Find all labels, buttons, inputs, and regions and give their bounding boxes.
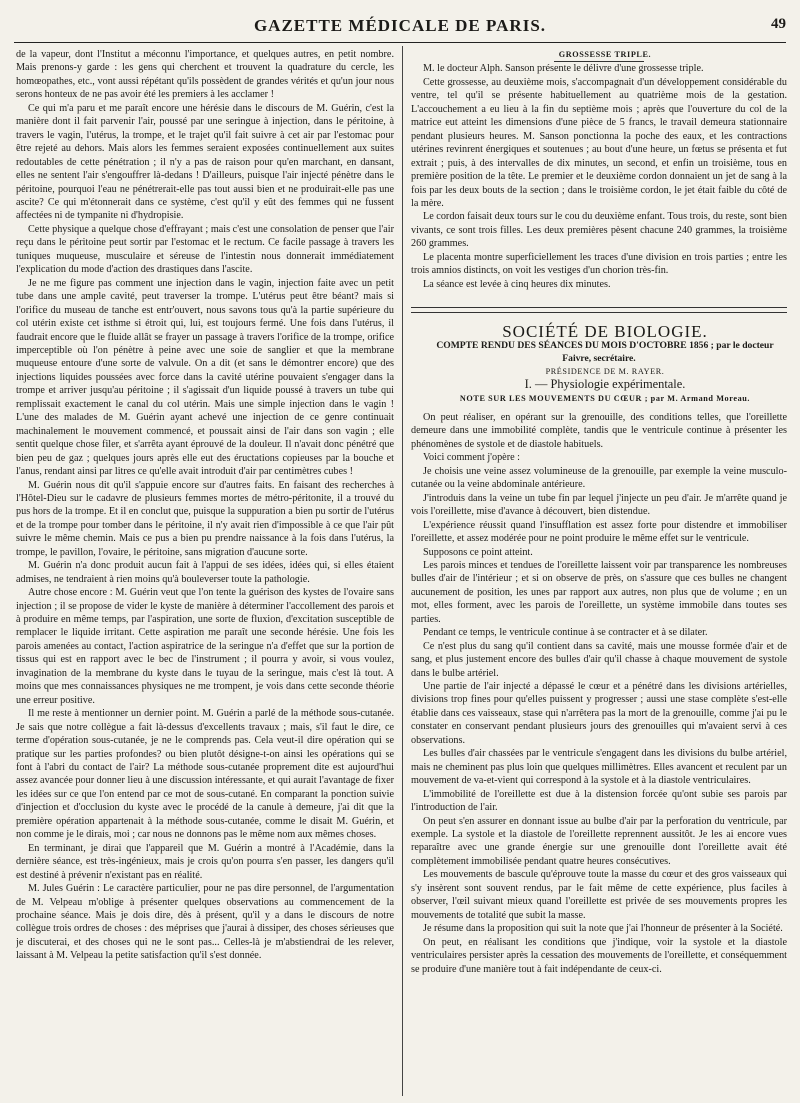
section-heading-grossesse: GROSSESSE TRIPLE. (558, 50, 652, 59)
paragraph: Voici comment j'opère : (423, 452, 520, 464)
paragraph: J'introduis dans la veine un tube fin par lequel j'injecte un peu d'air. Je m'arrête quand je vois l'oreillette, mise d'avance à découvert, bien distendue. (411, 492, 787, 518)
paragraph: Cette physique a quelque chose d'effrayant ; mais c'est une consolation de penser que l'air reçu dans le péritoine peut sortir par l'estomac et le rectum. Ce facile passage à travers les tuniques muqueuse, musculaire et séreuse de l'intestin nous donnerait immédiatement l'explication du mode d'action des drastiques dans l'ascite. (16, 223, 394, 276)
paragraph: M. le docteur Alph. Sanson présente le délivre d'une grossesse triple. (423, 63, 704, 75)
paragraph: Autre chose encore : M. Guérin veut que l'on tente la guérison des kystes de l'ovaire sans injection ; il se propose de vider le kyste de manière à déterminer l'accollement des parois et à produire en même temps, par l'aspiration, une sorte de fluxion, d'excitation susceptible de remplacer le liquide irritant. Cette aspiration me paraît une seconde hérésie. Une fois les parois amenées au contact, l'action aspiratrice de la seringue n'a d'effet que sur la portion de tissus qui est en rapport avec le bec de l'instrument ; il pourra y avoir, si vous voulez, invagination de la membrane du kyste dans le tuyau de la seringue, mais c'est là tout. A moins que mes connaissances physiques ne me trompent, je vois dans cette seconde théorie une erreur positive. (16, 587, 394, 706)
society-title: SOCIÉTÉ DE BIOLOGIE. (502, 322, 708, 342)
paragraph: M. Jules Guérin : Le caractère particulier, pour ne pas dire personnel, de l'argumentation de M. Velpeau m'oblige à présenter quelques observations au commencement de la prochaine séance. Mais je dois dire, dès à présent, qu'il y a dans le discours de notre collègue trois ordres de choses : des méprises que j'aurai à dissiper, des choses sérieuses que je discuterai, et des choses qui ne le sont pas... Celles-là je m'abstiendrai de les relever, laissant à M. Velpeau la petite satisfaction qu'il s'est donnée. (16, 883, 394, 962)
paragraph: Ce n'est plus du sang qu'il contient dans sa cavité, mais une mousse formée d'air et de sang, et plus justement encore des bulles d'air qu'il chasse à chaque mouvement de systole dans le bulbe artériel. (411, 640, 787, 679)
paragraph: Le cordon faisait deux tours sur le cou du deuxième enfant. Tous trois, du reste, sont bien vivants, ce sont trois filles. Les deux premières pèsent chacune 240 grammes, la troisième 260 grammes. (411, 211, 787, 250)
paragraph: Le placenta montre superficiellement les traces d'une division en trois parties ; entre les trois amnios distincts, on voit les vestiges d'un chorion très-fin. (411, 251, 787, 277)
paragraph: de la vapeur, dont l'Institut a méconnu l'importance, et quelques autres, en petit nombre. Mais prenons-y garde : les gens qui cherchent et trouvent la quadrature du cercle, les homœopathes, etc., vont aussi répétant qu'ils possèdent de grandes vérités et qu'un jour nous serons honteux de ne pas avoir été les premiers à les acclamer ! (16, 49, 394, 101)
note-heading: NOTE SUR LES MOUVEMENTS DU CŒUR ; par M. Armand Moreau. (459, 393, 751, 403)
paragraph: Je résume dans la proposition qui suit la note que j'ai l'honneur de présenter à la Société. (423, 923, 783, 935)
section-heading: I. — Physiologie expérimentale. (524, 377, 686, 392)
left-column (16, 48, 394, 1098)
paragraph: La séance est levée à cinq heures dix minutes. (423, 278, 611, 290)
paragraph: On peut, en réalisant les conditions que j'indique, voir la systole et la diastole ventriculaires persister après la cessation des mouvements de l'oreillette, et conséquemment se produire d'une manière tout à fait indépendante de ceux-ci. (411, 936, 787, 975)
paragraph: En terminant, je dirai que l'appareil que M. Guérin a montré à l'Académie, dans la dernière séance, est très-ingénieux, mais je crois qu'on pourra s'en passer, les dangers qu'il est destiné à prévenir n'existant pas en réalité. (16, 842, 394, 881)
paragraph: L'expérience réussit quand l'insufflation est assez forte pour distendre et immobiliser l'oreillette, et assez modérée pour ne point produire le même effet sur le ventricule. (411, 519, 787, 545)
paragraph: Cette grossesse, au deuxième mois, s'accompagnait d'un développement considérable du ventre, tel qu'il se présente habituellement au quatrième mois de la gestation. L'accouchement a eu lieu à la fin du septième mois ; après que l'ouverture du col de la matrice eut atteint les dimensions d'une pièce de 5 francs, le travail demeura stationnaire pendant plusieurs heures. M. Sanson ponctionna la poche des eaux, et les contractions utérines revinrent énergiques et soutenues ; au bout d'une heure, un fœtus se présenta et fut extrait ; puis, à des intervalles de dix minutes, un second, et enfin un troisième, tous en première position de la tête. Le premier et le deuxième cordon donnaient un jet de sang à la fois par les deux bouts de la section ; dans le troisième cordon, le jet était faible du côté de la mère. (411, 76, 787, 209)
paragraph: Je choisis une veine assez volumineuse de la grenouille, par exemple la veine musculo-cutanée ou la veine abdominale antérieure. (411, 465, 787, 491)
paragraph: Les bulles d'air chassées par le ventricule s'engagent dans les divisions du bulbe artériel, mais ne cheminent pas plus loin que quelques millimètres. Elles avancent et reculent par un mouvement de va-et-vient qui correspond à la systole et à la diastole ventriculaires. (411, 748, 787, 787)
section-separator (411, 307, 787, 313)
paragraph: Supposons ce point atteint. (423, 546, 533, 558)
journal-title: GAZETTE MÉDICALE DE PARIS. (253, 16, 547, 35)
paragraph: M. Guérin nous dit qu'il s'appuie encore sur d'autres faits. En faisant des recherches à l'Hôtel-Dieu sur le cadavre de plusieurs femmes mortes de métro-péritonite, il a trouvé du pus hors de la trompe. Et il en conclut que, puisque la suppuration a bien pu sortir de l'utérus et de la trompe pour tomber dans le péritoine, il n'y avait rien d'impossible à ce que l'air pût suivre le même chemin. Mais ce pus a bien pu prendre naissance à la fois dans l'utérus, la trompe, le pavillon, l'ovaire, le péritoine, sans migration d'aucune sorte. (16, 479, 394, 558)
paragraph: Les mouvements de bascule qu'éprouve toute la masse du cœur et des gros vaisseaux qui s'y insèrent sont souvent rendus, par le fait même de cette expérience, plus faciles à observer, l'œil suivant mieux quand l'oreillette est privée de ses mouvements propres les mouvements de totalité que subit la masse. (411, 869, 787, 921)
paragraph: M. Guérin n'a donc produit aucun fait à l'appui de ses idées, idées qui, si elles étaient admises, ne tendraient à rien moins qu'à bouleverser toute la pathologie. (16, 560, 394, 585)
society-subtitle: COMPTE RENDU DES SÉANCES DU MOIS D'OCTOBRE 1856 ; par le docteur Faivre, secrétaire. (436, 339, 774, 364)
paragraph: Je ne me figure pas comment une injection dans le vagin, injection faite avec un petit tube dans une ample cavité, peut traverser la trompe. L'utérus peut être béant? mais si l'orifice du museau de tanche est entr'ouvert, nous savons tous qu'à la partie supérieure du col utérin existe cet isthme si étroit qui, lui, est toujours fermé. Une fois dans l'utérus, il faudrait encore que le fluide allât se frayer un passage à travers l'orifice de la trompe, orifice imperceptible où l'on pénètre à peine avec une soie de sanglier et que la membrane muqueuse entoure d'une sorte de valvule. On a dit (et sans le démontrer encore) que des injections liquides poussées avec force dans la cavité utérine pouvaient s'engager dans la trompe et arriver jusqu'au péritoine ; il s'agissait d'un liquide poussé à travers un tube qui remplissait exactement le canal du col utérin. Mais une simple injection dans le vagin ! L'une des malades de M. Guérin ayant achevé une injection de ce genre continuait machinalement le mouvement commencé, et poussait ainsi de l'air dans son vagin ; elle sentit quelque chose filer, et s'arrêta ayant éprouvé de la douleur. Il n'avait donc pénétré que bien peu de gaz ; quelques jours après elle eut des éructations copieuses par la bouche et l'anus, rendant ainsi par litres ce qu'elle avait introduit d'air par centimètres cubes ! (16, 277, 394, 478)
presidence-line: PRÉSIDENCE DE M. RAYER. (545, 366, 665, 376)
paragraph: Une partie de l'air injecté a dépassé le cœur et a pénétré dans les divisions artérielles, divisions trop fines pour qu'elles puissent y progresser ; aussi une stase complète s'est-elle établie dans ces vaisseaux, stase qui n'arrêtera pas la mort de la grenouille, comme j'ai pu le constater en conservant pendant plusieurs jours des grenouilles qui m'avaient servi à ces observations. (411, 681, 787, 746)
paragraph: Pendant ce temps, le ventricule continue à se contracter et à se dilater. (423, 627, 708, 639)
page-header (14, 12, 786, 43)
paragraph: Ce qui m'a paru et me paraît encore une hérésie dans le discours de M. Guérin, c'est la manière dont il fait parvenir l'air, poussé par une seringue à injection, dans le péritoine, à travers le vagin, l'utérus, la trompe, et le trajet qu'il fait suivre à cet air par l'estomac pour être rejeté au dehors. Mais alors les femmes seraient exposées continuellement aux suites redoutables de cette pénétration ; il n'y a pas de raison pour qu'en marchant, en dansant, elles ne sentent l'air s'engouffrer là-dedans ! D'ailleurs, puisque l'air injecté pénètre dans le péritoine, pourquoi l'eau ne pénétrerait-elle pas tout aussi bien et ne produirait-elle pas une ascite? Ce qui m'étonnerait dans ce système, c'est qu'il y eût des femmes qui ne fussent affectées ni de tympanite ni d'hydropisie. (16, 102, 394, 222)
paragraph: Il me reste à mentionner un dernier point. M. Guérin a parlé de la méthode sous-cutanée. Je sais que notre collègue a fait là-dessus d'excellents travaux ; mais, s'il faut le dire, ce terme d'opération sous-cutanée, je ne le comprends pas. Cela veut-il dire opération qui se pratique sur les parties profondes? ou bien plutôt désigne-t-on ainsi les opérations qui se font à l'abri du contact de l'air? La méthode sous-cutanée proprement dite est aujourd'hui assez avancée pour donner lieu à une discussion intéressante, et qui aurait l'avantage de fixer les idées sur ce que l'on entend par ce mot de sous-cutané. En comparant la ponction suivie d'injection et d'occlusion du kyste avec le procédé de la canule à demeure, j'ai dit que la première opération appartenait à la méthode sous-cutanée, comme le disait M. Guérin, et non comme je le dirais, moi ; car nous ne donnons pas le même nom aux mêmes choses. (16, 708, 394, 841)
paragraph: L'immobilité de l'oreillette est due à la distension forcée qu'ont subie ses parois par l'introduction de l'air. (411, 788, 787, 814)
right-column (411, 48, 787, 1098)
paragraph: On peut réaliser, en opérant sur la grenouille, des conditions telles, que l'oreillette demeure dans une immobilité complète, tandis que le ventricule continue à présenter les phénomènes de systole et de diastole habituels. (411, 411, 787, 450)
page-number: 49 (771, 16, 786, 32)
paragraph: Les parois minces et tendues de l'oreillette laissent voir par transparence les nombreuses bulles d'air de l'intérieur ; et si on observe de près, on s'assure que ces bulles ne changent aucunement de position, les unes par rapport aux autres, non plus que de volume ; en un mot, elles forment, avec les parois de l'oreillette, un système immobile dans toutes ses parties. (411, 559, 787, 625)
paragraph: On peut s'en assurer en donnant issue au bulbe d'air par la perforation du ventricule, par exemple. La systole et la diastole de l'oreillette reprennent aussitôt. Je les ai encore vues reparaître avec une grande énergie sur une grenouille dont l'oreillette avait été complètement immobilisée pendant quatre heures consécutives. (411, 815, 787, 867)
column-divider (402, 46, 403, 1096)
